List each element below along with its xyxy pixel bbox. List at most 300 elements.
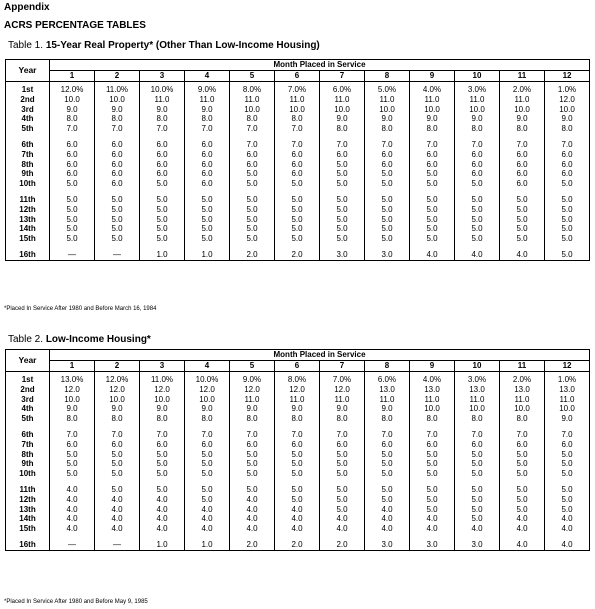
value-cell: 13.0	[455, 385, 500, 395]
value-cell: 5.0	[410, 485, 455, 495]
year-cell: 2nd	[6, 385, 50, 395]
value-cell: 7.0	[410, 140, 455, 150]
value-cell: —	[50, 250, 95, 260]
value-cell: 5.0	[320, 485, 365, 495]
value-cell: 5.0	[140, 195, 185, 205]
table-row	[6, 430, 590, 440]
value-cell: 8.0	[95, 414, 140, 424]
value-cell: 5.0	[500, 469, 545, 479]
month-number-row	[6, 71, 590, 82]
value-cell: 5.0	[320, 179, 365, 189]
value-cell: 5.0	[320, 495, 365, 505]
value-cell: 5.0	[230, 224, 275, 234]
value-cell: 10.0	[275, 105, 320, 115]
table-row	[6, 224, 590, 234]
month-9-header: 9	[410, 71, 455, 82]
month-7-header: 7	[320, 71, 365, 82]
value-cell: 5.0	[230, 469, 275, 479]
value-cell: 2.0	[230, 250, 275, 260]
value-cell: 6.0	[410, 150, 455, 160]
value-cell: 6.0	[275, 169, 320, 179]
value-cell: 5.0	[320, 195, 365, 205]
value-cell: 5.0	[455, 224, 500, 234]
value-cell: 4.0	[50, 514, 95, 524]
value-cell: 7.0	[545, 430, 590, 440]
value-cell: 4.0	[95, 505, 140, 515]
value-cell: 5.0	[500, 495, 545, 505]
value-cell: 9.0	[185, 404, 230, 414]
value-cell: 12.0	[230, 385, 275, 395]
value-cell: 5.0	[95, 450, 140, 460]
value-cell: 4.0	[365, 505, 410, 515]
value-cell: 8.0	[275, 114, 320, 124]
value-cell: 7.0	[50, 124, 95, 134]
value-cell: 2.0	[275, 250, 320, 260]
year-cell: 10th	[6, 469, 50, 479]
value-cell: 11.0	[320, 395, 365, 405]
value-cell: 10.0	[50, 95, 95, 105]
value-cell: 9.0%	[230, 375, 275, 385]
value-cell: 11.0	[185, 95, 230, 105]
value-cell: 10.0%	[140, 85, 185, 95]
value-cell: 5.0	[455, 234, 500, 244]
month-5-header: 5	[230, 361, 275, 372]
year-cell: 8th	[6, 450, 50, 460]
month-6-header: 6	[275, 361, 320, 372]
value-cell: 5.0	[365, 215, 410, 225]
value-cell: 6.0	[275, 160, 320, 170]
value-cell: 8.0	[365, 124, 410, 134]
value-cell: 4.0	[365, 514, 410, 524]
value-cell: 4.0	[545, 540, 590, 550]
value-cell: 5.0	[455, 485, 500, 495]
value-cell: 6.0	[185, 179, 230, 189]
value-cell: 5.0	[410, 495, 455, 505]
year-cell: 13th	[6, 215, 50, 225]
year-header: Year	[6, 60, 50, 82]
year-cell: 16th	[6, 250, 50, 260]
table-row	[6, 459, 590, 469]
value-cell: 7.0	[455, 430, 500, 440]
value-cell: 2.0	[320, 540, 365, 550]
value-cell: 6.0	[545, 169, 590, 179]
appendix-label: Appendix	[4, 2, 50, 13]
value-cell: 3.0	[410, 540, 455, 550]
value-cell: 5.0	[500, 459, 545, 469]
value-cell: 6.0	[545, 440, 590, 450]
value-cell: 5.0	[455, 514, 500, 524]
value-cell: 11.0	[275, 95, 320, 105]
value-cell: 5.0	[185, 205, 230, 215]
value-cell: 10.0	[95, 95, 140, 105]
value-cell: 6.0	[500, 150, 545, 160]
value-cell: 5.0	[455, 215, 500, 225]
value-cell: 10.0	[95, 395, 140, 405]
value-cell: 10.0	[50, 395, 95, 405]
value-cell: 10.0%	[185, 375, 230, 385]
value-cell: 6.0	[320, 440, 365, 450]
value-cell: 6.0	[455, 169, 500, 179]
value-cell: 12.0%	[95, 375, 140, 385]
value-cell: 7.0	[140, 430, 185, 440]
value-cell: 5.0	[275, 469, 320, 479]
value-cell: 5.0	[545, 250, 590, 260]
value-cell: 4.0	[50, 495, 95, 505]
value-cell: 5.0	[230, 205, 275, 215]
value-cell: 6.0	[140, 140, 185, 150]
value-cell: 6.0	[95, 140, 140, 150]
value-cell: 4.0	[140, 505, 185, 515]
value-cell: 11.0%	[95, 85, 140, 95]
value-cell: 8.0	[320, 414, 365, 424]
value-cell: 4.0	[95, 524, 140, 534]
value-cell: 5.0	[365, 205, 410, 215]
value-cell: 10.0	[410, 105, 455, 115]
value-cell: 4.0	[50, 524, 95, 534]
value-cell: 5.0	[410, 450, 455, 460]
value-cell: 6.0	[95, 179, 140, 189]
value-cell: 10.0	[140, 395, 185, 405]
year-cell: 5th	[6, 414, 50, 424]
value-cell: 5.0	[455, 450, 500, 460]
value-cell: 6.0	[500, 440, 545, 450]
value-cell: 1.0%	[545, 375, 590, 385]
value-cell: 5.0	[410, 469, 455, 479]
value-cell: 9.0	[500, 114, 545, 124]
value-cell: 5.0	[50, 205, 95, 215]
value-cell: 5.0	[185, 469, 230, 479]
table-row	[6, 469, 590, 479]
value-cell: 8.0	[500, 414, 545, 424]
value-cell: 5.0	[455, 495, 500, 505]
value-cell: 5.0	[95, 485, 140, 495]
value-cell: 4.0	[320, 514, 365, 524]
value-cell: 8.0	[140, 414, 185, 424]
value-cell: 4.0	[410, 514, 455, 524]
value-cell: 5.0	[545, 485, 590, 495]
value-cell: 5.0	[185, 459, 230, 469]
table2-footnote: *Placed In Service After 1980 and Before May 9, 1985	[4, 599, 148, 605]
year-cell: 12th	[6, 495, 50, 505]
value-cell: 5.0	[230, 459, 275, 469]
value-cell: 5.0	[410, 224, 455, 234]
value-cell: 5.0	[230, 485, 275, 495]
value-cell: 5.0	[545, 505, 590, 515]
value-cell: 5.0	[275, 450, 320, 460]
value-cell: 6.0	[365, 160, 410, 170]
value-cell: 8.0	[455, 414, 500, 424]
value-cell: 11.0	[455, 395, 500, 405]
value-cell: 10.0	[410, 404, 455, 414]
value-cell: 4.0	[50, 505, 95, 515]
value-cell: 7.0	[365, 430, 410, 440]
value-cell: 2.0%	[500, 375, 545, 385]
year-cell: 1st	[6, 375, 50, 385]
value-cell: 5.0	[95, 234, 140, 244]
value-cell: 7.0	[275, 430, 320, 440]
value-cell: 4.0	[500, 250, 545, 260]
table-row	[6, 85, 590, 95]
value-cell: 4.0	[95, 495, 140, 505]
table1-title	[8, 40, 320, 51]
value-cell: 13.0	[500, 385, 545, 395]
value-cell: 9.0	[545, 114, 590, 124]
value-cell: 5.0	[545, 224, 590, 234]
value-cell: 6.0	[185, 169, 230, 179]
value-cell: 6.0	[95, 160, 140, 170]
year-cell: 4th	[6, 404, 50, 414]
value-cell: 4.0	[410, 250, 455, 260]
value-cell: 12.0	[320, 385, 365, 395]
month-header: Month Placed in Service	[50, 350, 590, 361]
table-row	[6, 524, 590, 534]
month-10-header: 10	[455, 71, 500, 82]
value-cell: 5.0	[365, 169, 410, 179]
value-cell: 6.0	[95, 169, 140, 179]
year-cell: 15th	[6, 524, 50, 534]
value-cell: 8.0	[185, 114, 230, 124]
value-cell: 6.0	[230, 160, 275, 170]
value-cell: 5.0	[230, 195, 275, 205]
year-cell: 9th	[6, 169, 50, 179]
value-cell: 8.0	[410, 414, 455, 424]
value-cell: 7.0	[320, 140, 365, 150]
value-cell: 7.0	[365, 140, 410, 150]
value-cell: 9.0	[275, 404, 320, 414]
year-cell: 3rd	[6, 395, 50, 405]
value-cell: 5.0	[455, 205, 500, 215]
month-12-header: 12	[545, 71, 590, 82]
value-cell: 7.0	[230, 430, 275, 440]
month-3-header: 3	[140, 71, 185, 82]
value-cell: 10.0	[545, 105, 590, 115]
value-cell: 3.0	[365, 540, 410, 550]
month-8-header: 8	[365, 361, 410, 372]
year-cell: 8th	[6, 160, 50, 170]
value-cell: 5.0	[275, 179, 320, 189]
value-cell: 5.0	[140, 485, 185, 495]
value-cell: 5.0	[365, 469, 410, 479]
value-cell: 7.0	[50, 430, 95, 440]
month-8-header: 8	[365, 71, 410, 82]
value-cell: 5.0	[185, 215, 230, 225]
value-cell: 11.0	[455, 95, 500, 105]
value-cell: 5.0	[50, 450, 95, 460]
value-cell: 11.0	[410, 395, 455, 405]
table-row	[6, 160, 590, 170]
value-cell: 6.0	[545, 160, 590, 170]
value-cell: 7.0	[275, 140, 320, 150]
value-cell: 6.0	[455, 160, 500, 170]
month-7-header: 7	[320, 361, 365, 372]
value-cell: 5.0	[95, 224, 140, 234]
value-cell: 11.0	[365, 395, 410, 405]
value-cell: 1.0	[185, 250, 230, 260]
value-cell: 5.0	[545, 179, 590, 189]
value-cell: 5.0	[230, 215, 275, 225]
value-cell: 4.0	[500, 540, 545, 550]
value-cell: 13.0%	[50, 375, 95, 385]
table-row	[6, 105, 590, 115]
value-cell: 5.0	[230, 450, 275, 460]
value-cell: 10.0	[500, 404, 545, 414]
value-cell: 5.0	[500, 215, 545, 225]
value-cell: 3.0%	[455, 375, 500, 385]
table-row	[6, 514, 590, 524]
value-cell: 5.0	[50, 459, 95, 469]
value-cell: 5.0	[410, 169, 455, 179]
value-cell: 5.0	[365, 224, 410, 234]
year-cell: 11th	[6, 195, 50, 205]
value-cell: 5.0	[95, 195, 140, 205]
value-cell: 12.0	[95, 385, 140, 395]
table-row	[6, 140, 590, 150]
table1-footnote: *Placed In Service After 1980 and Before March 16, 1984	[4, 306, 157, 312]
value-cell: 10.0	[545, 404, 590, 414]
value-cell: 5.0	[365, 234, 410, 244]
table-row	[6, 540, 590, 550]
value-cell: 10.0	[185, 395, 230, 405]
header-row	[6, 60, 590, 71]
value-cell: 6.0	[230, 150, 275, 160]
value-cell: 6.0	[185, 140, 230, 150]
value-cell: 7.0	[140, 124, 185, 134]
value-cell: 5.0	[140, 179, 185, 189]
value-cell: 6.0	[275, 150, 320, 160]
value-cell: 3.0	[320, 250, 365, 260]
value-cell: 7.0	[455, 140, 500, 150]
table-row	[6, 440, 590, 450]
value-cell: 5.0	[275, 234, 320, 244]
value-cell: 8.0	[545, 124, 590, 134]
value-cell: —	[95, 250, 140, 260]
value-cell: 9.0	[410, 114, 455, 124]
value-cell: 7.0	[230, 124, 275, 134]
value-cell: 6.0%	[320, 85, 365, 95]
year-cell: 12th	[6, 205, 50, 215]
value-cell: 8.0	[140, 114, 185, 124]
table-row	[6, 450, 590, 460]
value-cell: 7.0	[185, 430, 230, 440]
value-cell: 5.0	[95, 215, 140, 225]
value-cell: 9.0	[50, 404, 95, 414]
value-cell: 9.0%	[185, 85, 230, 95]
value-cell: 9.0	[545, 414, 590, 424]
value-cell: 8.0	[410, 124, 455, 134]
year-cell: 6th	[6, 140, 50, 150]
value-cell: 9.0	[365, 404, 410, 414]
value-cell: 4.0	[455, 524, 500, 534]
table-row	[6, 215, 590, 225]
value-cell: 4.0	[545, 524, 590, 534]
table-row	[6, 404, 590, 414]
value-cell: 7.0	[95, 430, 140, 440]
value-cell: 5.0	[455, 195, 500, 205]
value-cell: 13.0	[410, 385, 455, 395]
year-cell: 7th	[6, 150, 50, 160]
year-cell: 13th	[6, 505, 50, 515]
value-cell: 10.0	[500, 105, 545, 115]
month-1-header: 1	[50, 361, 95, 372]
value-cell: 5.0	[275, 215, 320, 225]
value-cell: 11.0	[410, 95, 455, 105]
table-row	[6, 505, 590, 515]
value-cell: 9.0	[95, 404, 140, 414]
value-cell: 5.0	[275, 495, 320, 505]
value-cell: 7.0%	[275, 85, 320, 95]
value-cell: 6.0	[410, 440, 455, 450]
value-cell: 4.0	[50, 485, 95, 495]
value-cell: 5.0	[365, 459, 410, 469]
year-cell: 11th	[6, 485, 50, 495]
value-cell: 5.0	[500, 485, 545, 495]
value-cell: 6.0	[50, 160, 95, 170]
value-cell: 5.0	[455, 179, 500, 189]
table-row	[6, 250, 590, 260]
value-cell: 7.0	[410, 430, 455, 440]
year-cell: 1st	[6, 85, 50, 95]
value-cell: 7.0	[545, 140, 590, 150]
value-cell: 7.0	[320, 430, 365, 440]
value-cell: 6.0	[455, 150, 500, 160]
value-cell: 12.0	[185, 385, 230, 395]
value-cell: 6.0	[50, 440, 95, 450]
value-cell: 11.0	[230, 395, 275, 405]
year-cell: 6th	[6, 430, 50, 440]
value-cell: 6.0	[140, 160, 185, 170]
value-cell: 5.0	[500, 195, 545, 205]
value-cell: 8.0	[365, 414, 410, 424]
value-cell: 5.0	[185, 485, 230, 495]
value-cell: 6.0	[365, 150, 410, 160]
value-cell: 9.0	[185, 105, 230, 115]
value-cell: 4.0	[185, 505, 230, 515]
month-11-header: 11	[500, 71, 545, 82]
year-cell: 10th	[6, 179, 50, 189]
value-cell: 6.0	[95, 150, 140, 160]
value-cell: 11.0	[320, 95, 365, 105]
value-cell: 5.0	[50, 224, 95, 234]
value-cell: 9.0	[455, 114, 500, 124]
table2-title-prefix: Table 2.	[8, 334, 46, 345]
table-row	[6, 485, 590, 495]
value-cell: 7.0	[500, 430, 545, 440]
value-cell: 12.0	[140, 385, 185, 395]
value-cell: 4.0	[320, 524, 365, 534]
value-cell: 5.0	[365, 485, 410, 495]
value-cell: 6.0	[500, 160, 545, 170]
value-cell: 8.0	[50, 114, 95, 124]
value-cell: 5.0	[320, 215, 365, 225]
value-cell: 5.0	[50, 234, 95, 244]
value-cell: 5.0	[365, 195, 410, 205]
value-cell: 4.0	[140, 495, 185, 505]
value-cell: 11.0	[275, 395, 320, 405]
value-cell: 2.0	[275, 540, 320, 550]
year-cell: 4th	[6, 114, 50, 124]
value-cell: 7.0	[275, 124, 320, 134]
value-cell: 5.0	[365, 450, 410, 460]
value-cell: 5.0	[140, 450, 185, 460]
value-cell: 11.0%	[140, 375, 185, 385]
table-row	[6, 205, 590, 215]
value-cell: 5.0	[365, 495, 410, 505]
value-cell: 5.0	[410, 215, 455, 225]
value-cell: 4.0%	[410, 375, 455, 385]
value-cell: 13.0	[365, 385, 410, 395]
value-cell: 9.0	[320, 404, 365, 414]
value-cell: 8.0	[320, 124, 365, 134]
